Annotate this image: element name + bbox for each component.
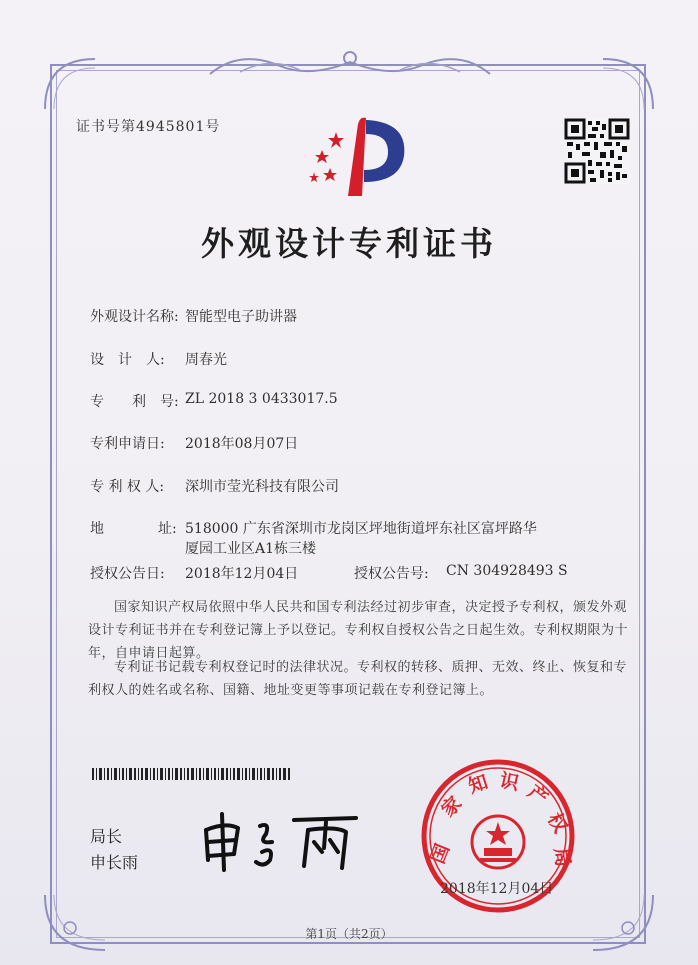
patent-number-value: ZL 2018 3 0433017.5	[185, 391, 338, 407]
grant-date-value: 2018年12月04日	[185, 566, 299, 582]
designer-label: 设 计 人:	[90, 352, 165, 368]
svg-text:产: 产	[523, 780, 552, 810]
filing-date-value: 2018年08月07日	[185, 436, 299, 452]
barcode-icon	[92, 768, 290, 780]
certificate-title: 外观设计专利证书	[201, 224, 497, 263]
corner-ornament-bottom-left	[40, 890, 110, 955]
corner-ornament-top-right	[598, 54, 658, 114]
address-line-2: 厦园工业区A1栋三楼	[185, 541, 317, 557]
address-label-end: 址:	[158, 521, 177, 537]
top-ornament	[200, 44, 500, 84]
body-paragraph-2: 专利证书记载专利权登记时的法律状况。专利权的转移、质押、无效、终止、恢复和专利权人的姓名或名称、国籍、地址变更等事项记载在专利登记簿上。	[88, 660, 628, 698]
svg-text:识: 识	[497, 769, 521, 795]
patentee-label: 专 利 权 人:	[90, 479, 165, 495]
certificate-number: 证书号第4945801号	[76, 119, 221, 135]
body-paragraph-1: 国家知识产权局依照中华人民共和国专利法经过初步审查，决定授予专利权，颁发外观设计专利证书并在专利登记簿上予以登记。专利权自授权公告之日起生效。专利权期限为十年，自申请日起算。	[88, 600, 629, 661]
filing-date-label: 专利申请日:	[90, 436, 165, 452]
seal-date: 2018年12月04日	[440, 881, 554, 897]
patentee-value: 深圳市莹光科技有限公司	[185, 479, 339, 495]
design-name-label: 外观设计名称:	[90, 309, 179, 325]
grant-date-label: 授权公告日:	[90, 566, 165, 582]
director-name: 申长雨	[90, 853, 139, 872]
svg-text:局: 局	[549, 846, 575, 869]
grant-number-label: 授权公告号:	[354, 566, 429, 582]
corner-ornament-top-left	[40, 54, 100, 114]
address-line-1: 518000 广东省深圳市龙岗区坪地街道坪东社区富坪路华	[185, 521, 537, 537]
svg-text:国: 国	[426, 840, 455, 867]
patent-office-logo-icon	[300, 112, 412, 198]
svg-text:权: 权	[542, 809, 572, 837]
grant-number-value: CN 304928493 S	[446, 563, 568, 579]
svg-text:家: 家	[437, 792, 467, 822]
qr-code-icon	[564, 118, 630, 184]
patent-number-label: 专 利 号:	[90, 394, 179, 410]
designer-value: 周春光	[185, 352, 227, 368]
corner-ornament-bottom-right	[588, 890, 658, 955]
director-title: 局长	[90, 827, 123, 846]
address-label-start: 地	[90, 521, 104, 537]
page-number: 第1页（共2页）	[305, 927, 393, 941]
svg-text:知: 知	[465, 770, 491, 798]
design-name-value: 智能型电子助讲器	[185, 309, 297, 325]
handwritten-signature	[196, 808, 366, 874]
